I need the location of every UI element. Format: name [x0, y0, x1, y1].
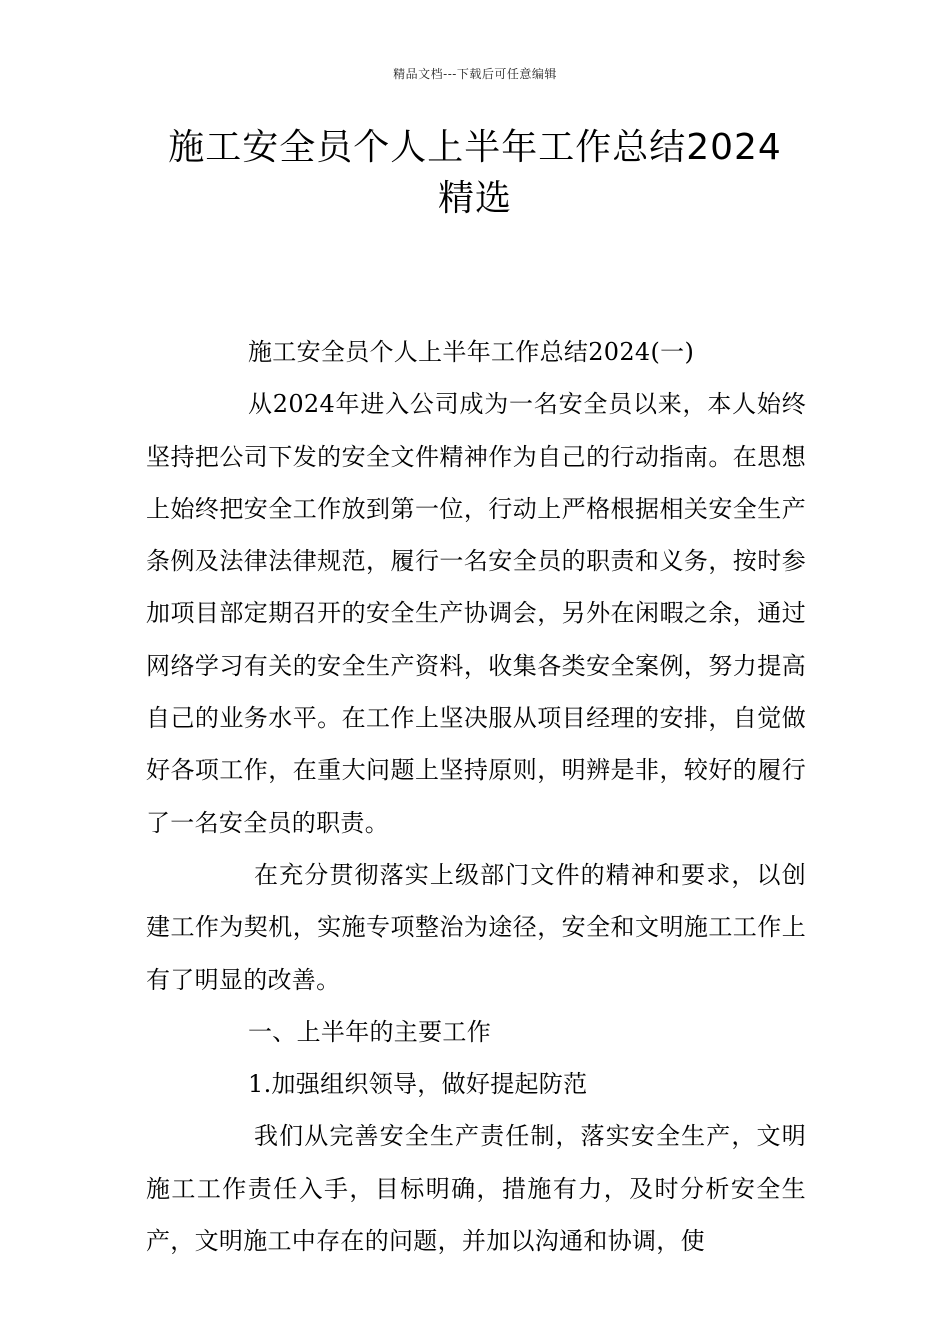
body-paragraph: 我们从完善安全生产责任制，落实安全生产，文明施工工作责任入手，目标明确，措施有力，及时分析安全生产，文明施工中存在的问题，并加以沟通和协调，使: [146, 1122, 806, 1256]
document-subtitle: 施工安全员个人上半年工作总结2024(一): [248, 338, 695, 366]
document-body: [146, 326, 806, 1267]
section-heading: 一、上半年的主要工作: [248, 1017, 491, 1046]
document-title: 施工安全员个人上半年工作总结2024精选: [168, 127, 782, 219]
body-paragraph: 从2024年进入公司成为一名安全员以来，本人始终坚持把公司下发的安全文件精神作为自己的行动指南。在思想上始终把安全工作放到第一位，行动上严格根据相关安全生产条例及法律法律规范，履行一名安全员的职责和义务，按时参加项目部定期召开的安全生产协调会，另外在闲暇之余，通过网络学习有关的安全生产资料，收集各类安全案例，努力提高自己的业务水平。在工作上坚决服从项目经理的安排，自觉做好各项工作，在重大问题上坚持原则，明辨是非，较好的履行了一名安全员的职责。: [146, 390, 806, 837]
page-header-note: 精品文档---下载后可任意编辑: [393, 67, 557, 81]
subsection-heading: 1.加强组织领导，做好提起防范: [248, 1070, 588, 1099]
body-paragraph: 在充分贯彻落实上级部门文件的精神和要求，以创建工作为契机，实施专项整治为途径，安全和文明施工工作上有了明显的改善。: [146, 860, 806, 994]
